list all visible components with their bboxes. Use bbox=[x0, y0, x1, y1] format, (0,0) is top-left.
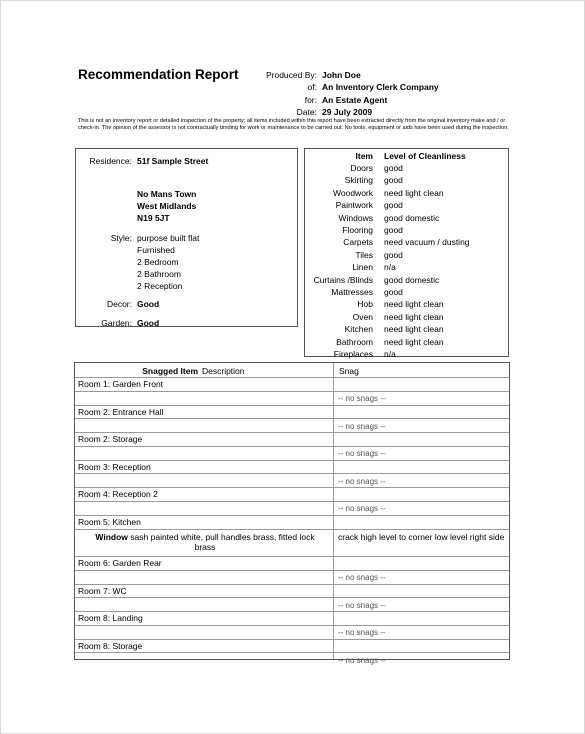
cleanliness-item: Flooring bbox=[342, 225, 373, 235]
meta-value: An Inventory Clerk Company bbox=[322, 82, 439, 92]
meta-label: Produced By: bbox=[265, 70, 317, 80]
meta-row-for bbox=[0, 95, 585, 106]
meta-label: of: bbox=[307, 82, 317, 92]
cleanliness-level: good bbox=[384, 249, 403, 260]
snag-room-divider bbox=[75, 570, 509, 571]
cleanliness-item: Mattresses bbox=[331, 287, 373, 297]
snag-room-name: Room 1: Garden Front bbox=[78, 379, 164, 389]
cleanliness-item: Windows bbox=[338, 212, 373, 223]
snag-text: -- no snags -- bbox=[338, 504, 386, 514]
cleanliness-level: n/a bbox=[384, 349, 396, 359]
snag-text: -- no snags -- bbox=[338, 449, 386, 459]
cleanliness-item: Linen bbox=[352, 262, 373, 273]
decor-label: Decor: bbox=[106, 299, 132, 309]
cleanliness-header-level: Level of Cleanliness bbox=[384, 151, 466, 161]
snag-text: crack high level to corner low level right side bbox=[338, 532, 505, 542]
snag-room-name: Room 6: Garden Rear bbox=[78, 558, 162, 568]
snag-text: -- no snags -- bbox=[338, 600, 386, 610]
snag-text: -- no snags -- bbox=[338, 476, 386, 486]
address-line: N19 5JT bbox=[137, 213, 170, 223]
snag-room-row bbox=[75, 611, 509, 639]
snag-text: -- no snags -- bbox=[338, 421, 386, 431]
cleanliness-item: Skirting bbox=[344, 175, 373, 186]
decor-value: Good bbox=[137, 299, 160, 309]
snag-room-name: Room 3: Reception bbox=[78, 461, 151, 472]
residence-value: 51f Sample Street bbox=[137, 156, 209, 166]
snag-room-divider bbox=[75, 652, 509, 653]
snag-text: -- no snags -- bbox=[338, 628, 386, 638]
meta-row-of bbox=[0, 82, 585, 93]
meta-label: Date: bbox=[296, 107, 317, 117]
style-line: Furnished bbox=[137, 245, 175, 255]
meta-value: An Estate Agent bbox=[322, 95, 388, 105]
snag-room-divider bbox=[75, 501, 509, 502]
snag-room-row bbox=[75, 584, 509, 612]
snag-room-divider bbox=[75, 391, 509, 392]
snag-room-name: Room 8: Landing bbox=[78, 613, 143, 624]
cleanliness-item: Carpets bbox=[343, 237, 373, 248]
garden-value: Good bbox=[137, 318, 160, 328]
cleanliness-level: need light clean bbox=[384, 311, 444, 322]
meta-row-date bbox=[0, 107, 585, 118]
snag-room-name: Room 5: Kitchen bbox=[78, 517, 141, 527]
cleanliness-level: n/a bbox=[384, 262, 396, 273]
meta-value: John Doe bbox=[322, 70, 361, 80]
garden-label: Garden: bbox=[101, 318, 132, 328]
address-line: West Midlands bbox=[137, 201, 197, 211]
cleanliness-header-item: Item bbox=[355, 151, 373, 161]
snag-room-divider bbox=[75, 529, 509, 530]
snag-room-row bbox=[75, 556, 509, 584]
snag-room-row bbox=[75, 432, 509, 460]
snag-room-row bbox=[75, 515, 509, 556]
cleanliness-level: good bbox=[384, 200, 403, 211]
cleanliness-item: Kitchen bbox=[344, 324, 373, 335]
cleanliness-level: good domestic bbox=[384, 274, 440, 285]
snag-room-name: Room 4: Reception 2 bbox=[78, 489, 158, 500]
snag-room-row bbox=[75, 460, 509, 488]
snag-room-name: Room 7: WC bbox=[78, 585, 127, 596]
snag-room-row bbox=[75, 639, 509, 667]
snag-room-divider bbox=[75, 446, 509, 447]
style-line: 2 Bathroom bbox=[137, 269, 181, 279]
snag-table bbox=[74, 362, 510, 665]
cleanliness-level: good bbox=[384, 225, 403, 235]
snag-room-divider bbox=[75, 625, 509, 626]
style-line: purpose built flat bbox=[137, 233, 200, 243]
snag-item-description bbox=[85, 532, 325, 552]
cleanliness-item: Tiles bbox=[355, 249, 373, 260]
meta-value: 29 July 2009 bbox=[322, 107, 373, 117]
snag-header-description: Description bbox=[202, 366, 245, 376]
cleanliness-item: Curtains /Blinds bbox=[313, 274, 373, 285]
snag-text: -- no snags -- bbox=[338, 655, 386, 665]
snag-item-name: Window bbox=[95, 532, 128, 542]
cleanliness-level: good domestic bbox=[384, 212, 440, 223]
snag-text: -- no snags -- bbox=[338, 394, 386, 403]
cleanliness-level: good bbox=[384, 163, 403, 173]
residence-label: Residence: bbox=[89, 156, 132, 166]
snag-room-row bbox=[75, 405, 509, 433]
cleanliness-box bbox=[304, 148, 509, 357]
meta-label: for: bbox=[304, 95, 317, 105]
cleanliness-level: need light clean bbox=[384, 324, 444, 335]
snag-room-name: Room 8: Storage bbox=[78, 640, 143, 651]
snag-header-item: Snagged Item bbox=[142, 366, 198, 376]
style-line: 2 Reception bbox=[137, 281, 183, 291]
cleanliness-item: Fireplaces bbox=[333, 349, 373, 359]
snag-room-divider bbox=[75, 418, 509, 419]
snag-room-name: Room 2: Entrance Hall bbox=[78, 406, 164, 417]
snag-room-row bbox=[75, 377, 509, 405]
snag-header-snag: Snag bbox=[339, 366, 359, 376]
style-label: Style: bbox=[110, 233, 132, 243]
cleanliness-level: need light clean bbox=[384, 336, 444, 347]
cleanliness-level: good bbox=[384, 175, 403, 186]
cleanliness-item: Doors bbox=[350, 163, 373, 173]
cleanliness-item: Paintwork bbox=[335, 200, 373, 211]
cleanliness-item: Bathroom bbox=[336, 336, 373, 347]
disclaimer: This is not an inventory report or detailed inspection of the property; all items included within this report have been extracted directly from the original inventory make and / or check-in. The opinion of the assessor is not contractually binding for work or maintenance to be carried out. No tools, equipment or aids have been used during the inspection. bbox=[78, 118, 509, 131]
snag-description-text: sash painted white, pull handles brass, fitted lock brass bbox=[130, 532, 315, 552]
snag-room-divider bbox=[75, 473, 509, 474]
address-line: No Mans Town bbox=[137, 189, 197, 199]
meta-row-produced-by bbox=[0, 70, 585, 81]
report-title: Recommendation Report bbox=[78, 67, 239, 82]
style-line: 2 Bedroom bbox=[137, 257, 179, 267]
cleanliness-level: need light clean bbox=[384, 187, 444, 198]
property-box bbox=[75, 148, 298, 327]
cleanliness-item: Woodwork bbox=[333, 187, 373, 198]
cleanliness-level: need vacuum / dusting bbox=[384, 237, 470, 248]
snag-text: -- no snags -- bbox=[338, 573, 386, 582]
cleanliness-item: Oven bbox=[352, 311, 373, 322]
cleanliness-level: need light clean bbox=[384, 299, 444, 310]
snag-room-row bbox=[75, 487, 509, 515]
cleanliness-level: good bbox=[384, 287, 403, 297]
snag-room-name: Room 2: Storage bbox=[78, 434, 143, 445]
snag-room-divider bbox=[75, 597, 509, 598]
cleanliness-item: Hob bbox=[357, 299, 373, 310]
